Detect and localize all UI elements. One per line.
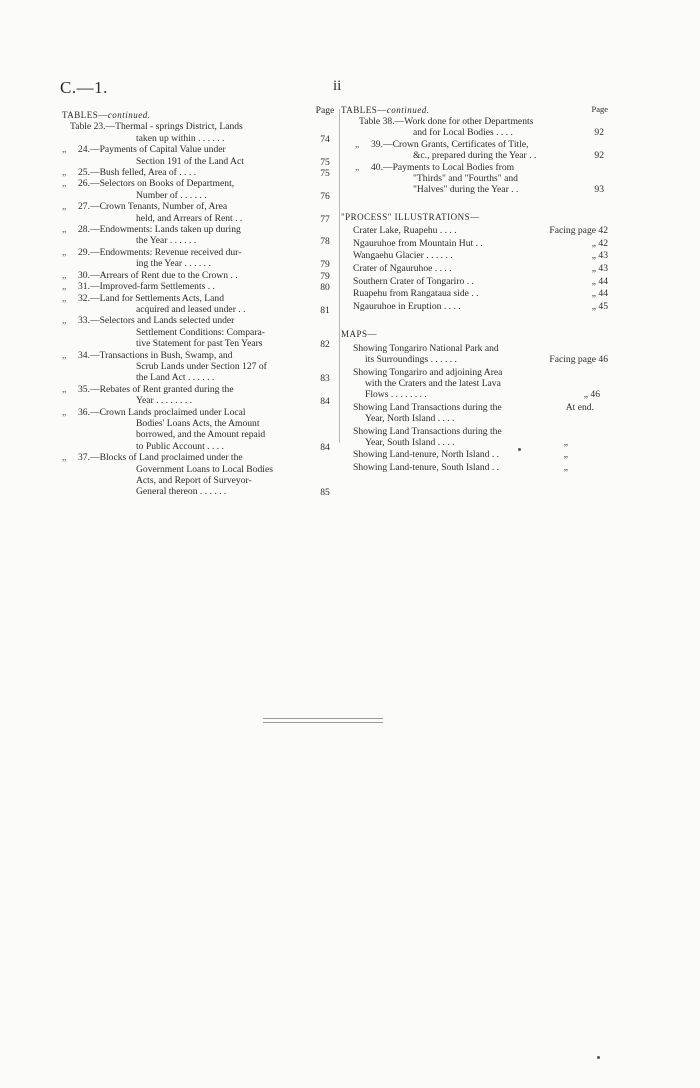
page-number: 92: [594, 127, 604, 139]
entry-line: Government Loans to Local Bodies: [136, 463, 273, 475]
illustration-title: Crater of Ngauruhoe . . . .: [353, 263, 452, 275]
page-number: 79: [320, 270, 330, 282]
page-number: 82: [320, 338, 330, 350]
page-number-roman: ii: [333, 78, 342, 94]
page-number-slot: [312, 385, 338, 408]
entry-text: 28.—Endowments: Lands taken up during: [78, 224, 241, 236]
illustration-title: Wangaehu Glacier . . . . . .: [353, 250, 453, 262]
entry-text: 24.—Payments of Capital Value under: [78, 144, 226, 156]
map-line: Showing Tongariro National Park and: [353, 342, 499, 354]
map-item: [341, 462, 608, 473]
contents-left-column: [62, 110, 310, 498]
illustration-item: [341, 288, 608, 301]
page-number-slot: [312, 122, 338, 145]
page-number: 84: [320, 395, 330, 407]
continued-label-right: continued.: [386, 105, 430, 115]
entry-line: [62, 144, 310, 155]
illustration-page: „ 43: [591, 263, 608, 275]
entry-text: 35.—Rebates of Rent granted during the: [78, 383, 234, 395]
map-line: its Surroundings . . . . . .: [365, 354, 457, 366]
page-number-slot: [312, 248, 338, 271]
illustrations-list: [341, 225, 608, 313]
entry-text: 40.—Payments to Local Bodies from: [371, 161, 515, 173]
entry-line: borrowed, and the Amount repaid: [136, 429, 266, 441]
illustration-item: [341, 225, 608, 238]
page-number-slot: [312, 316, 338, 350]
tables-continued-heading-right: [341, 105, 430, 115]
entry-line: [62, 224, 310, 235]
ditto-mark: „: [355, 161, 360, 173]
ditto-mark: „: [62, 269, 67, 281]
tables-continued-heading: [62, 110, 310, 121]
entry-line: [54, 121, 310, 132]
entry-line: the Year . . . . . .: [136, 235, 197, 247]
illustrations-heading: "PROCESS" ILLUSTRATIONS—: [341, 211, 480, 222]
table-entry: [62, 201, 310, 224]
map-item: [341, 402, 608, 425]
maps-list: [341, 343, 608, 473]
map-line: Showing Land Transactions during the: [353, 401, 502, 413]
page-column-heading: Page: [315, 105, 335, 116]
entry-text: 29.—Endowments: Revenue received dur-: [78, 246, 242, 258]
page-number: 79: [320, 259, 330, 271]
entry-text: Table 38.—Work done for other Departments: [359, 116, 534, 127]
entry-line: [62, 270, 310, 281]
table-entry: [62, 247, 310, 270]
entry-line: the Land Act . . . . . .: [136, 372, 215, 384]
table-entry-right: [341, 139, 608, 162]
table-entry: [62, 167, 310, 178]
entry-line: "Thirds" and "Fourths" and: [413, 173, 518, 185]
entry-line: Year . . . . . . . .: [136, 395, 193, 407]
page-number: 85: [320, 487, 330, 499]
illustration-title: Ngauruhoe in Eruption . . . .: [353, 300, 461, 312]
table-entry: [62, 350, 310, 384]
map-line: Showing Land Transactions during the: [353, 425, 502, 437]
page-number: 92: [594, 150, 604, 162]
entry-text: 34.—Transactions in Bush, Swamp, and: [78, 349, 233, 361]
map-line: Year, South Island . . . .: [365, 437, 455, 449]
page-number: 75: [320, 167, 330, 179]
entry-line: Number of . . . . . .: [136, 189, 207, 201]
ink-speck-bottom: [597, 1056, 600, 1059]
table-entry: [62, 178, 310, 201]
ditto-mark: „: [62, 281, 67, 293]
entry-line: Settlement Conditions: Compara-: [136, 326, 265, 338]
map-item: [341, 426, 608, 449]
illustration-page: „ 43: [591, 250, 608, 262]
page-number-list: [312, 122, 338, 498]
page-number: 78: [320, 236, 330, 248]
table-entry: [62, 224, 310, 247]
map-item: [341, 343, 608, 366]
illustration-page: „ 45: [591, 300, 608, 312]
ditto-mark: „: [355, 138, 360, 150]
page-number: 84: [320, 441, 330, 453]
page-number-slot: [312, 350, 338, 384]
tables-heading-label: TABLES—: [62, 110, 108, 120]
ditto-mark: „: [62, 349, 67, 361]
ditto-mark: „: [62, 167, 67, 179]
entry-line: Scrub Lands under Section 127 of: [136, 360, 267, 372]
illustration-title: Ruapehu from Rangataua side . .: [353, 288, 479, 300]
illustration-item: [341, 263, 608, 276]
entry-text: 32.—Land for Settlements Acts, Land: [78, 292, 225, 304]
page-number-slot: [312, 453, 338, 499]
table-entry: [62, 281, 310, 292]
page-number: 76: [320, 190, 330, 202]
entry-line: General thereon . . . . . .: [136, 486, 227, 498]
entry-text: 30.—Arrears of Rent due to the Crown . .: [78, 269, 238, 281]
table-entry: [62, 144, 310, 167]
ditto-mark: „: [62, 315, 67, 327]
ditto-mark: „: [62, 383, 67, 395]
entry-text: Table 23.—Thermal - springs District, Lands: [70, 121, 243, 133]
entry-text: 25.—Bush felled, Area of . . . .: [78, 167, 197, 179]
illustration-page: „ 42: [591, 237, 608, 249]
page-number: 93: [594, 184, 604, 196]
ditto-mark: „: [62, 201, 67, 213]
entry-line: [62, 281, 310, 292]
table-entry: [62, 293, 310, 316]
maps-heading: MAPS—: [341, 329, 378, 340]
entry-text: 37.—Blocks of Land proclaimed under the: [78, 452, 243, 464]
page-number-slot: [312, 179, 338, 202]
map-line: Flows . . . . . . . .: [365, 389, 427, 401]
entry-line: taken up within . . . . . .: [136, 132, 225, 144]
left-page-numbers: [312, 105, 338, 499]
table-entry-right: [341, 162, 608, 196]
page-number-slot: [312, 225, 338, 248]
page-number-slot: [312, 282, 338, 293]
page-number: 75: [320, 156, 330, 168]
entry-line: [62, 407, 310, 418]
page-number-slot: [312, 145, 338, 168]
ditto-mark: „: [62, 246, 67, 258]
entry-line: to Public Account . . . .: [136, 440, 224, 452]
left-table-entries: [62, 121, 310, 497]
entry-line: ing the Year . . . . . .: [136, 258, 211, 270]
ditto-mark: „: [62, 452, 67, 464]
map-line: Showing Tongariro and adjoining Area: [353, 366, 503, 378]
entry-line: &c., prepared during the Year . .: [413, 150, 537, 162]
entry-line: [355, 139, 608, 150]
entry-line: [62, 247, 310, 258]
ink-speck: [518, 448, 521, 451]
page-number: 81: [320, 304, 330, 316]
entry-text: 31.—Improved-farm Settlements . .: [78, 281, 215, 293]
page-number-slot: [312, 168, 338, 179]
entry-line: [62, 315, 310, 326]
illustration-item: [341, 238, 608, 251]
tables-heading-label-right: TABLES—: [341, 105, 387, 115]
entry-text: 27.—Crown Tenants, Number of, Area: [78, 201, 228, 213]
entry-text: 39.—Crown Grants, Certificates of Title,: [371, 138, 529, 150]
map-page: Facing page 46: [549, 354, 608, 366]
illustration-title: Crater Lake, Ruapehu . . . .: [353, 225, 457, 237]
ditto-mark: „: [62, 406, 67, 418]
entry-line: tive Statement for past Ten Years: [136, 338, 263, 350]
map-line: Showing Land-tenure, South Island . .: [353, 461, 500, 473]
page-number: 74: [320, 133, 330, 145]
table-entry: [62, 407, 310, 453]
table-entry: [62, 121, 310, 144]
map-line: with the Craters and the latest Lava: [365, 378, 501, 390]
entry-line: Section 191 of the Land Act: [136, 155, 244, 167]
entry-line: Acts, and Report of Surveyor-: [136, 475, 252, 486]
illustration-page: „ 44: [591, 275, 608, 287]
entry-line: held, and Arrears of Rent . .: [136, 212, 243, 224]
map-page: „ 46: [583, 389, 600, 401]
map-line: Year, North Island . . . .: [365, 413, 455, 425]
entry-line: [355, 162, 608, 173]
entry-line: and for Local Bodies . . . .: [413, 127, 513, 139]
page-number-slot: [312, 407, 338, 453]
entry-text: 33.—Selectors and Lands selected under: [78, 315, 235, 327]
entry-line: acquired and leased under . .: [136, 303, 246, 315]
entry-line: "Halves" during the Year . .: [413, 184, 519, 196]
entry-line: [343, 116, 608, 127]
map-item: [341, 449, 608, 460]
entry-line: [62, 293, 310, 304]
horizontal-rule-lower: [263, 722, 383, 723]
ditto-mark: „: [62, 178, 67, 190]
map-page: „: [563, 461, 568, 473]
illustration-item: [341, 276, 608, 289]
illustration-page: „ 44: [591, 288, 608, 300]
page-number: 83: [320, 373, 330, 385]
entry-line: [62, 201, 310, 212]
map-page: At end.: [565, 401, 594, 413]
contents-right-column: [341, 105, 608, 474]
page-number-slot: [312, 271, 338, 282]
ditto-mark: „: [62, 292, 67, 304]
page-number: 77: [320, 213, 330, 225]
table-entry: [62, 315, 310, 349]
illustration-item: [341, 250, 608, 263]
entry-line: [62, 167, 310, 178]
page-column-heading-right: Page: [591, 104, 608, 114]
map-page: „: [563, 437, 568, 449]
map-item: [341, 367, 608, 401]
horizontal-rule: [263, 718, 383, 719]
illustration-title: Southern Crater of Tongariro . .: [353, 275, 474, 287]
ditto-mark: „: [62, 224, 67, 236]
entry-line: [62, 350, 310, 361]
table-entry: [62, 452, 310, 498]
column-divider: [339, 109, 340, 443]
page-number-slot: [312, 202, 338, 225]
right-table-entries: [341, 116, 608, 196]
document-reference: C.—1.: [60, 78, 108, 97]
page-number: 80: [320, 281, 330, 293]
table-entry: [62, 270, 310, 281]
continued-label: continued.: [107, 110, 151, 120]
entry-text: 36.—Crown Lands proclaimed under Local: [78, 406, 246, 418]
entry-line: Bodies' Loans Acts, the Amount: [136, 417, 260, 429]
ditto-mark: „: [62, 144, 67, 156]
map-page: „: [563, 449, 568, 461]
entry-line: [62, 452, 310, 463]
page-number-slot: [312, 293, 338, 316]
illustration-title: Ngauruhoe from Mountain Hut . .: [353, 237, 483, 249]
entry-line: [62, 384, 310, 395]
map-line: Showing Land-tenure, North Island . .: [353, 449, 500, 461]
illustration-page: Facing page 42: [549, 225, 608, 237]
entry-line: [62, 178, 310, 189]
illustration-item: [341, 301, 608, 314]
table-entry-right: [341, 116, 608, 139]
table-entry: [62, 384, 310, 407]
entry-text: 26.—Selectors on Books of Department,: [78, 178, 235, 190]
